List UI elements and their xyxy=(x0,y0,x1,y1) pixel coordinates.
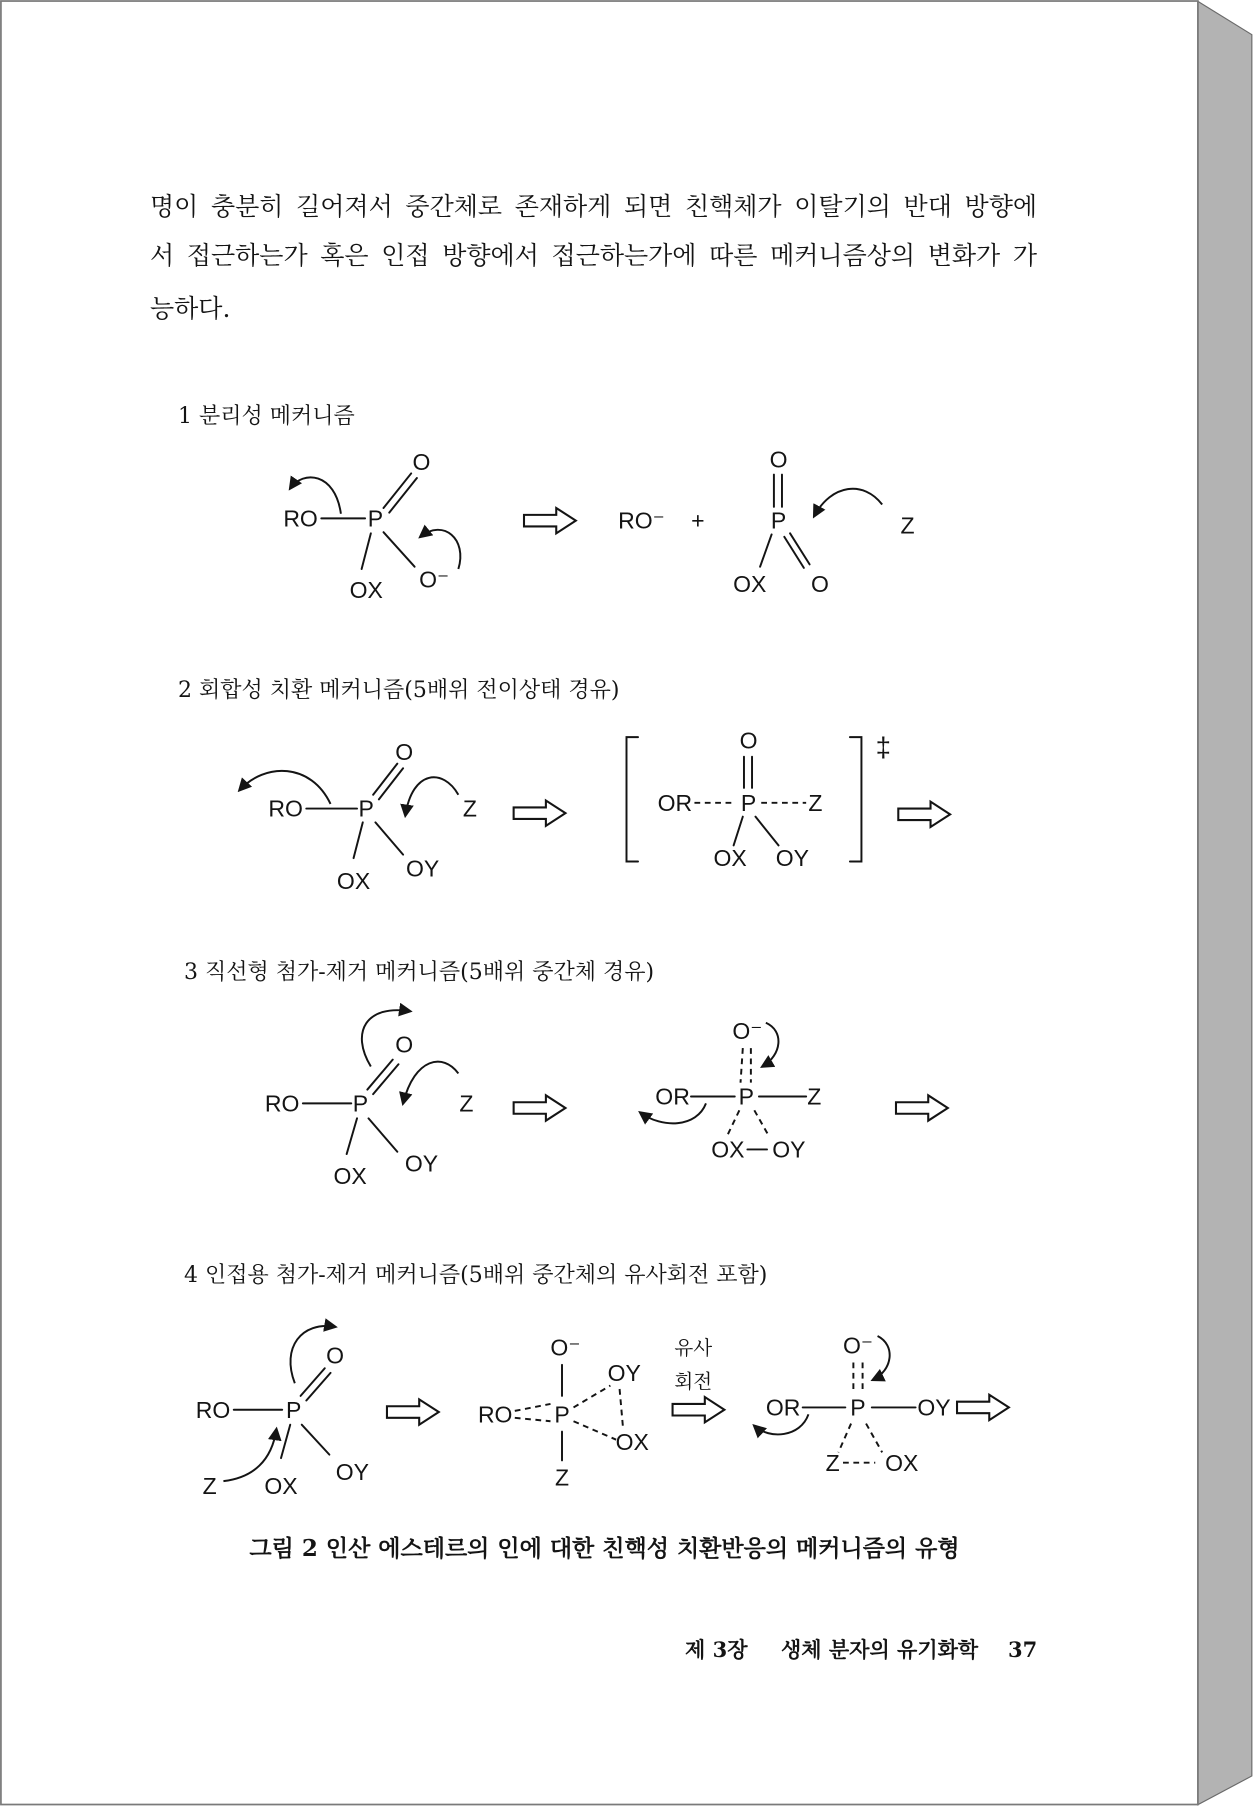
label-nucleophile: Z xyxy=(459,1090,474,1117)
body-text-line-2: 서 접근하는가 혹은 인접 방향에서 접근하는가에 따른 메커니즘상의 변화가 가 xyxy=(150,241,1037,270)
bond-double-a xyxy=(301,1368,325,1396)
pseudorotation-arrow xyxy=(673,1397,725,1422)
label-nucleophile: Z xyxy=(462,795,477,822)
mechanism-2-heading: 2 회합성 치환 메커니즘(5배위 전이상태 경유) xyxy=(178,678,620,703)
body-text-line-3: 능하다. xyxy=(150,294,231,323)
bond-single xyxy=(347,1118,357,1154)
footer-chapter-title: 생체 분자의 유기화학 xyxy=(781,1637,979,1662)
reaction-arrow xyxy=(387,1399,439,1424)
label-oy: OY xyxy=(775,845,809,872)
transition-state-symbol: ‡ xyxy=(875,731,892,763)
label-ox: OX xyxy=(333,1163,367,1190)
label-alkoxide: RO⁻ xyxy=(618,507,665,534)
label-nucleophile: Z xyxy=(554,1464,570,1491)
label-oy: OY xyxy=(404,1150,439,1177)
label-oxygen: O xyxy=(395,1031,414,1058)
bond-partial xyxy=(515,1404,551,1411)
bond-partial xyxy=(574,1421,617,1439)
mechanism-1-diagram xyxy=(283,447,914,603)
pseudorotation-label-bottom: 회전 xyxy=(674,1369,713,1393)
label-nucleophile: Z xyxy=(825,1449,840,1476)
reaction-arrow xyxy=(896,1095,948,1120)
bond-single xyxy=(760,534,772,566)
bond-partial xyxy=(754,1110,769,1136)
label-ro: RO xyxy=(283,505,318,532)
label-phosphorus: P xyxy=(358,795,374,822)
bracket-right xyxy=(850,737,862,861)
bond-single xyxy=(384,532,415,567)
bond-partial xyxy=(620,1389,623,1428)
bond-single xyxy=(362,533,371,569)
reaction-arrow xyxy=(514,1095,566,1120)
figure-caption: 그림 2 인산 에스테르의 인에 대한 친핵성 치환반응의 메커니즘의 유형 xyxy=(249,1535,960,1562)
page-number: 37 xyxy=(1008,1637,1038,1662)
label-or: OR xyxy=(765,1394,801,1421)
curved-arrow xyxy=(420,530,460,569)
label-oxide-anion: O⁻ xyxy=(419,566,450,593)
label-phosphorus: P xyxy=(738,1083,754,1110)
curved-arrow xyxy=(405,777,458,815)
mechanism-4-diagram xyxy=(196,1326,1009,1499)
label-ro: RO xyxy=(195,1396,231,1423)
curved-arrow xyxy=(873,1336,890,1380)
label-phosphorus: P xyxy=(285,1396,302,1423)
mechanism-4-heading: 4 인접용 첨가-제거 메커니즘(5배위 중간체의 유사회전 포함) xyxy=(184,1263,768,1288)
reaction-arrow xyxy=(898,802,950,827)
label-oy: OY xyxy=(772,1136,806,1163)
label-ox: OX xyxy=(349,576,383,603)
label-or: OR xyxy=(657,789,693,816)
label-ro: RO xyxy=(264,1090,300,1117)
label-phosphorus: P xyxy=(367,505,384,532)
mechanism-3-heading: 3 직선형 첨가-제거 메커니즘(5배위 중간체 경유) xyxy=(184,960,655,985)
label-ox: OX xyxy=(615,1429,649,1456)
label-oxygen: O xyxy=(326,1342,345,1369)
bond-partial xyxy=(515,1418,551,1421)
label-oy: OY xyxy=(335,1458,370,1485)
reaction-arrow xyxy=(957,1395,1009,1420)
label-ro: RO xyxy=(268,795,303,822)
bond-partial xyxy=(574,1386,611,1408)
label-oxygen: O xyxy=(811,571,829,598)
label-oy: OY xyxy=(917,1394,951,1421)
label-oy: OY xyxy=(406,855,440,882)
label-oxide-anion: O⁻ xyxy=(842,1332,874,1359)
label-nucleophile: Z xyxy=(900,512,915,539)
label-oxygen: O xyxy=(739,727,758,754)
label-ox: OX xyxy=(713,845,747,872)
bond-partial xyxy=(727,1110,740,1136)
pseudorotation-label-top: 유사 xyxy=(674,1336,713,1360)
reaction-arrow xyxy=(514,801,566,826)
label-ox: OX xyxy=(711,1136,745,1163)
bond-double-b xyxy=(306,1373,330,1401)
label-oxide-anion: O⁻ xyxy=(550,1334,581,1361)
label-phosphorus: P xyxy=(554,1401,570,1428)
mechanism-2-diagram xyxy=(240,728,951,895)
label-oy: OY xyxy=(607,1359,641,1386)
bond-partial xyxy=(866,1424,882,1453)
label-phosphorus: P xyxy=(352,1090,369,1117)
bracket-left xyxy=(627,737,639,861)
label-oxygen: O xyxy=(412,448,431,475)
label-ox: OX xyxy=(336,868,371,895)
label-ro: RO xyxy=(477,1401,513,1428)
label-ox: OX xyxy=(733,571,767,598)
footer-chapter: 제 3장 xyxy=(685,1637,748,1662)
label-nucleophile: Z xyxy=(808,789,823,816)
bond-single xyxy=(369,1118,398,1151)
curved-arrow xyxy=(762,1023,778,1067)
bond-partial xyxy=(838,1424,851,1453)
book-edge xyxy=(1198,1,1252,1804)
label-oxygen: O xyxy=(769,446,788,473)
curved-arrow xyxy=(814,489,882,516)
bond-single xyxy=(755,817,778,846)
bond-single xyxy=(734,817,743,846)
label-plus: + xyxy=(691,507,705,534)
reaction-arrow xyxy=(524,508,576,533)
label-phosphorus: P xyxy=(850,1394,866,1421)
label-oxide-anion: O⁻ xyxy=(732,1017,763,1044)
bond-single xyxy=(302,1425,330,1455)
bond-single xyxy=(281,1425,290,1458)
label-ox: OX xyxy=(264,1472,298,1499)
label-ox: OX xyxy=(885,1449,919,1476)
label-phosphorus: P xyxy=(770,507,787,534)
label-nucleophile: Z xyxy=(202,1472,217,1499)
label-oxygen: O xyxy=(395,739,414,766)
curved-arrow xyxy=(403,1062,458,1104)
bond-single xyxy=(354,822,363,858)
label-or: OR xyxy=(655,1083,690,1110)
body-text-line-1: 명이 충분히 길어져서 중간체로 존재하게 되면 친핵체가 이탈기의 반대 방향에 xyxy=(150,192,1037,221)
mechanism-1-heading: 1 분리성 메커니즘 xyxy=(178,404,355,429)
mechanism-3-diagram xyxy=(265,1010,948,1189)
label-nucleophile: Z xyxy=(807,1083,822,1110)
bond-single xyxy=(375,822,403,854)
label-phosphorus: P xyxy=(740,789,757,816)
bond-partial xyxy=(741,1048,743,1083)
